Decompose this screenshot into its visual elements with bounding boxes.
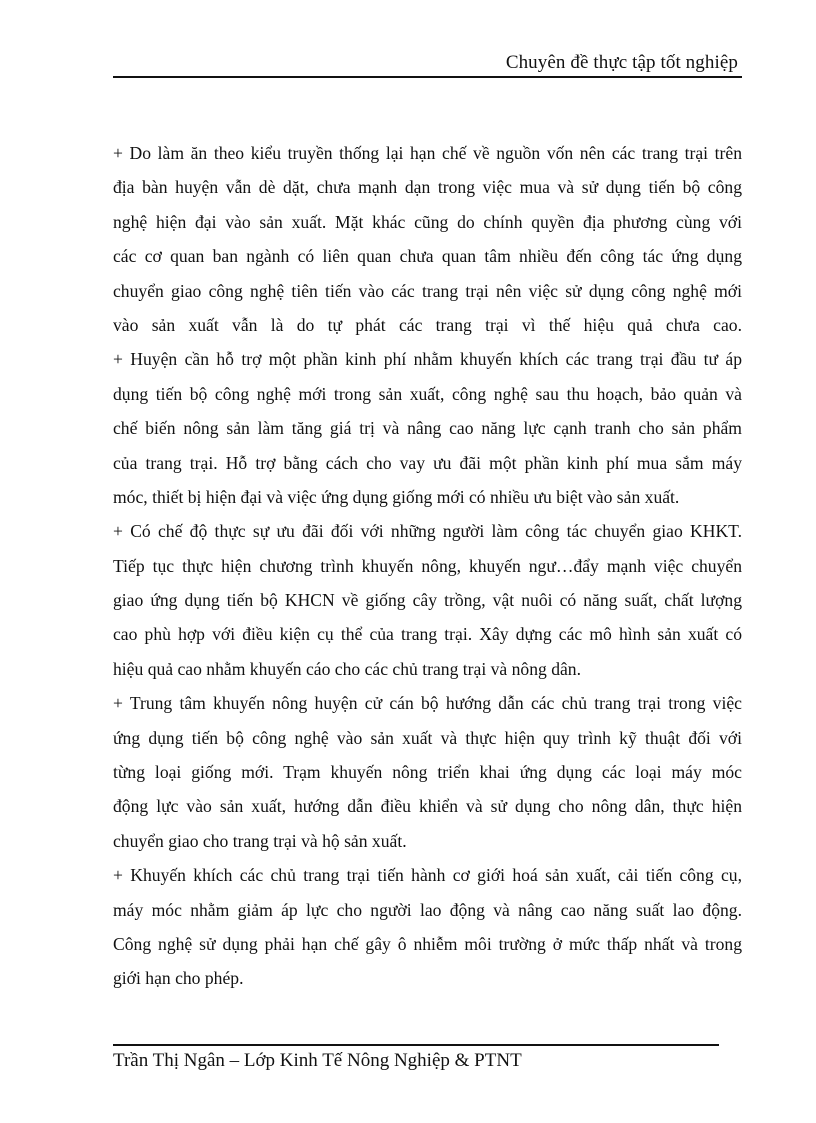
- text-line: + Trung tâm khuyến nông huyện cử cán bộ hướng dẫn các chủ trang trại trong việc: [113, 693, 742, 714]
- text-line: + Do làm ăn theo kiểu truyền thống lại hạn chế về nguồn vốn nên các trang trại trên: [113, 143, 742, 163]
- text-line: cao phù hợp với điều kiện cụ thể của trang trại. Xây dựng các mô hình sản xuất có: [113, 624, 742, 645]
- text-line: động lực vào sản xuất, hướng dẫn điều khiển và sử dụng cho nông dân, thực hiện: [113, 796, 742, 817]
- page-header-title: Chuyên đề thực tập tốt nghiệp: [505, 52, 738, 73]
- text-line: móc, thiết bị hiện đại và việc ứng dụng giống mới có nhiều ưu biệt vào sản xuất.: [113, 486, 680, 507]
- text-line: chế biến nông sản làm tăng giá trị và nâng cao năng lực cạnh tranh cho sản phẩm: [113, 418, 742, 439]
- paragraph: [113, 342, 742, 514]
- text-line: + Huyện cần hỗ trợ một phần kinh phí nhằm khuyến khích các trang trại đầu tư áp: [113, 349, 742, 370]
- text-line: giới hạn cho phép.: [113, 968, 244, 989]
- page-footer-author: Trần Thị Ngân – Lớp Kinh Tế Nông Nghiệp & PTNT: [113, 1050, 522, 1071]
- text-line: máy móc nhằm giảm áp lực cho người lao động và nâng cao năng suất lao động.: [113, 899, 742, 920]
- text-line: dụng tiến bộ công nghệ mới trong sản xuất, công nghệ sau thu hoạch, bảo quản và: [113, 383, 742, 404]
- paragraph: [113, 858, 742, 996]
- text-line: nghệ hiện đại vào sản xuất. Mặt khác cũng do chính quyền địa phương cùng với: [113, 211, 742, 232]
- text-line: + Có chế độ thực sự ưu đãi đối với những người làm công tác chuyển giao KHKT.: [113, 521, 742, 542]
- text-line: từng loại giống mới. Trạm khuyến nông triển khai ứng dụng các loại máy móc: [113, 762, 742, 783]
- text-line: chuyển giao công nghệ tiên tiến vào các trang trại nên việc sử dụng công nghệ mới: [113, 280, 742, 301]
- paragraph: [113, 686, 742, 858]
- text-line: ứng dụng tiến bộ công nghệ vào sản xuất và thực hiện quy trình kỹ thuật đối với: [113, 727, 742, 748]
- text-line: giao ứng dụng tiến bộ KHCN về giống cây trồng, vật nuôi có năng suất, chất lượng: [113, 590, 742, 611]
- text-line: Tiếp tục thực hiện chương trình khuyến nông, khuyến ngư…đẩy mạnh việc chuyển: [113, 555, 742, 576]
- text-line: vào sản xuất vẫn là do tự phát các trang trại vì thế hiệu quả chưa cao.: [113, 314, 742, 335]
- text-line: chuyển giao cho trang trại và hộ sản xuất.: [113, 830, 407, 851]
- text-line: các cơ quan ban ngành có liên quan chưa quan tâm nhiều đến công tác ứng dụng: [113, 246, 742, 267]
- document-body: [113, 136, 742, 996]
- text-line: của trang trại. Hỗ trợ bằng cách cho vay ưu đãi một phần kinh phí mua sắm máy: [113, 452, 742, 473]
- text-line: địa bàn huyện vẫn dè dặt, chưa mạnh dạn trong việc mua và sử dụng tiến bộ công: [113, 177, 742, 198]
- text-line: Công nghệ sử dụng phải hạn chế gây ô nhiễm môi trường ở mức thấp nhất và trong: [113, 933, 742, 954]
- text-line: hiệu quả cao nhằm khuyến cáo cho các chủ trang trại và nông dân.: [113, 658, 582, 679]
- header-divider: [113, 76, 742, 78]
- text-line: + Khuyến khích các chủ trang trại tiến hành cơ giới hoá sản xuất, cải tiến công cụ,: [113, 865, 742, 886]
- paragraph: [113, 514, 742, 686]
- paragraph: [113, 136, 742, 342]
